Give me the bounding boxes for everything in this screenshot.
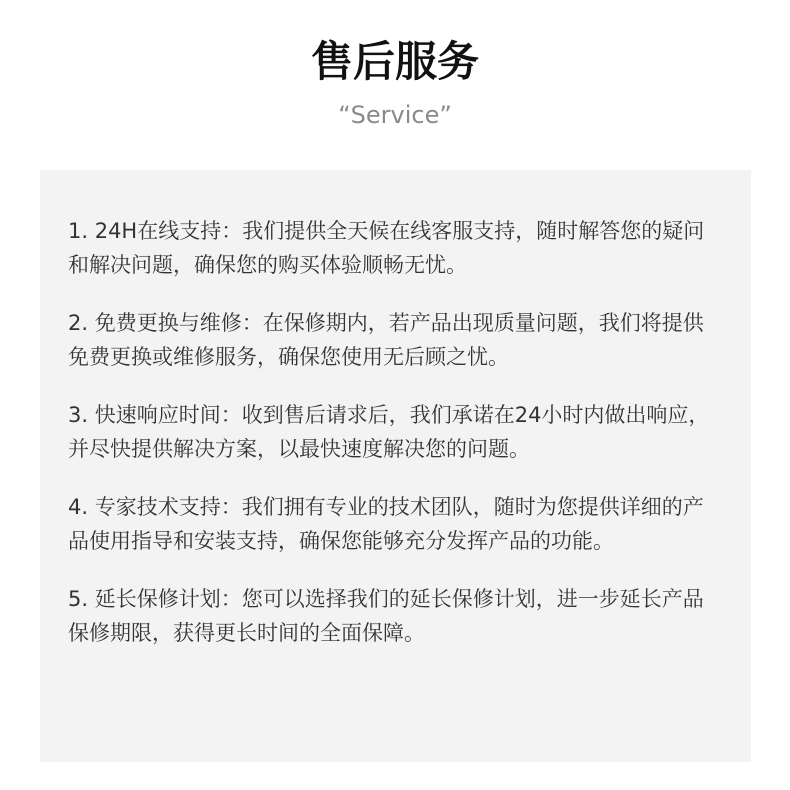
service-list-panel (40, 170, 751, 762)
page-title: 售后服务 (310, 37, 479, 86)
service-item-24h-support: 1. 24H在线支持：我们提供全天候在线客服支持，随时解答您的疑问和解决问题，确保您的购买体验顺畅无忧。 (68, 219, 705, 277)
service-item-expert-support: 4. 专家技术支持：我们拥有专业的技术团队，随时为您提供详细的产品使用指导和安装支持，确保您能够充分发挥产品的功能。 (68, 495, 704, 553)
service-item-quick-response: 3. 快速响应时间：收到售后请求后，我们承诺在24小时内做出响应，并尽快提供解决方案，以最快速度解决您的问题。 (68, 403, 710, 461)
service-item-free-replacement: 2. 免费更换与维修：在保修期内，若产品出现质量问题，我们将提供免费更换或维修服务，确保您使用无后顾之忧。 (68, 311, 704, 369)
service-item-extended-warranty: 5. 延长保修计划：您可以选择我们的延长保修计划，进一步延长产品保修期限，获得更长时间的全面保障。 (68, 587, 704, 645)
page-subtitle: “Service” (338, 101, 452, 129)
